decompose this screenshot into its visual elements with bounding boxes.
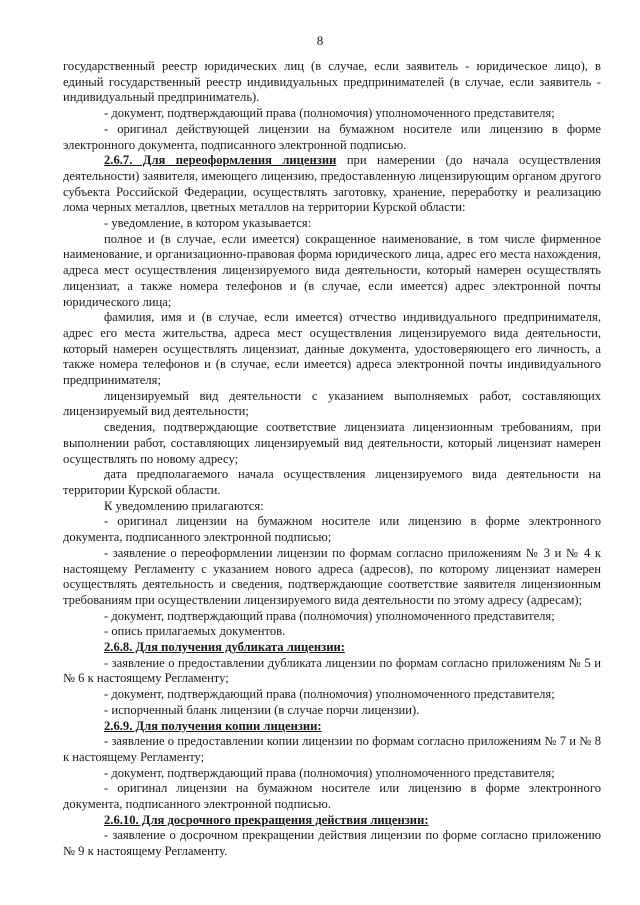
paragraph [63, 719, 601, 735]
paragraph: - уведомление, в котором указывается: [104, 216, 312, 231]
section-title: 2.6.8. Для получения дубликата лицензии: [104, 640, 345, 655]
paragraph: лицензируемый вид деятельности с указанием выполняемых работ, составляющих лицензируемый вид деятельности; [63, 388, 601, 419]
paragraph: К уведомлению прилагаются: [104, 498, 264, 513]
paragraph [63, 153, 601, 216]
paragraph [63, 640, 601, 656]
section-title: 2.6.10. Для досрочного прекращения действия лицензии: [104, 812, 429, 827]
paragraph: - документ, подтверждающий права (полномочия) уполномоченного представителя; [104, 687, 555, 702]
paragraph: - заявление о досрочном прекращении действия лицензии по форме согласно приложению № 9 к настоящему Регламенту. [63, 828, 601, 859]
paragraph: дата предполагаемого начала осуществления лицензируемого вида деятельности на территории Курской области. [63, 467, 601, 497]
section-title: 2.6.9. Для получения копии лицензии: [104, 718, 322, 733]
paragraph: - заявление о переоформлении лицензии по формам согласно приложениям № 3 и № 4 к настоящему Регламенту с указанием нового адреса (адресов), по которому лицензиат намерен осуществлять деятельность и сведения, подтверждающие соответствие заявителя лицензионным требованиям при осуществлении лицензируемого вида деятельности по этому адресу (адресам); [63, 545, 601, 607]
paragraph: - документ, подтверждающий права (полномочия) уполномоченного представителя; [104, 765, 555, 780]
paragraph: - заявление о предоставлении копии лицензии по формам согласно приложениям № 7 и № 8 к настоящему Регламенту; [63, 734, 601, 764]
paragraph: - оригинал действующей лицензии на бумажном носителе или лицензию в форме электронного документа, подписанного электронной подписью. [63, 121, 601, 152]
section-title: 2.6.7. Для переоформления лицензии [104, 153, 337, 168]
paragraph: - документ, подтверждающий права (полномочия) уполномоченного представителя; [104, 106, 555, 121]
paragraph: государственный реестр юридических лиц (в случае, если заявитель - юридическое лицо), в единый государственный реестр индивидуальных предпринимателей (в случае, если заявитель - индивидуальный предприниматель). [63, 59, 601, 105]
paragraph-text: при намерении (до начала осуществления деятельности) заявителя, имеющего лицензию, предоставленную лицензирующим органом другого субъекта Российской Федерации, осуществлять заготовку, хранение, переработку и реализацию лома черных металлов, цветных металлов на территории Курской области: [63, 153, 601, 215]
page-number: 8 [316, 33, 324, 48]
paragraph: - испорченный бланк лицензии (в случае порчи лицензии). [104, 702, 420, 717]
paragraph: - документ, подтверждающий права (полномочия) уполномоченного представителя; [104, 608, 555, 623]
paragraph: фамилия, имя и (в случае, если имеется) отчество индивидуального предпринимателя, адрес его места жительства, адреса мест осуществления лицензируемого вида деятельности, который намерен осуществлять лицензиат, данные документа, удостоверяющего его личность, а также номера телефонов и (в случае, если имеется) адреса электронной почты индивидуального предпринимателя; [63, 310, 601, 388]
paragraph: - оригинал лицензии на бумажном носителе или лицензию в форме электронного документа, подписанного электронной подписью. [63, 781, 601, 812]
paragraph [63, 813, 601, 829]
paragraph: - заявление о предоставлении дубликата лицензии по формам согласно приложениям № 5 и № 6 к настоящему Регламенту; [63, 655, 601, 686]
paragraph: полное и (в случае, если имеется) сокращенное наименование, в том числе фирменное наименование, и организационно-правовая форма юридического лица, адрес его места нахождения, адреса мест осуществления лицензируемого вида деятельности, который намерен осуществлять лицензиат, а также номера телефонов и (в случае, если имеется) адрес электронной почты юридического лица; [63, 231, 601, 309]
paragraph: - оригинал лицензии на бумажном носителе или лицензию в форме электронного документа, подписанного электронной подписью; [63, 514, 601, 545]
paragraph: сведения, подтверждающие соответствие лицензиата лицензионным требованиям, при выполнении работ, составляющих лицензируемый вид деятельности, который лицензиат намерен осуществлять по новому адресу; [63, 420, 601, 466]
paragraph: - опись прилагаемых документов. [104, 624, 286, 639]
document-body [63, 59, 601, 860]
